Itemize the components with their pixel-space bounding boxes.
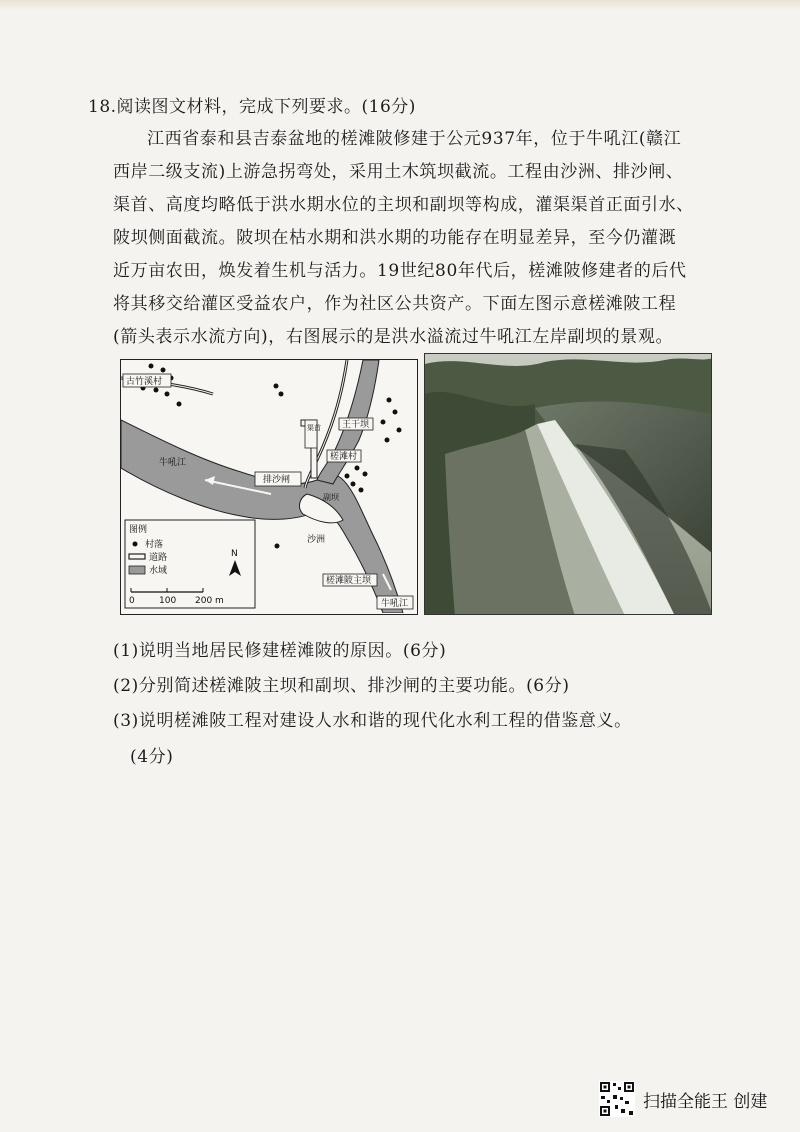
qushou-label: 渠首 <box>307 424 321 432</box>
chatancun-label: 槎滩村 <box>330 452 358 462</box>
passage-line: 西岸二级支流)上游急拐弯处，采用土木筑坝截流。工程由沙洲、排沙闸、 <box>113 162 684 182</box>
legend-title: 图例 <box>129 525 148 535</box>
question-title: 18.阅读图文材料，完成下列要求。(16分) <box>88 97 416 117</box>
passage-line: 陂坝侧面截流。陂坝在枯水期和洪水期的功能存在明显差异，至今仍灌溉 <box>113 228 677 248</box>
scanner-watermark <box>599 1081 767 1117</box>
qr-code-icon <box>599 1081 635 1117</box>
page-top-band <box>0 0 800 10</box>
passage-line: 渠首、高度均略低于洪水期水位的主坝和副坝等构成，灌渠渠首正面引水、 <box>113 195 694 215</box>
wangganba-label: 王干坝 <box>342 420 370 430</box>
scale-200: 200 m <box>195 596 224 606</box>
scale-0: 0 <box>129 596 135 606</box>
watermark-text: 扫描全能王 创建 <box>643 1091 768 1112</box>
legend-water-symbol <box>129 566 145 574</box>
legend-road: 道路 <box>149 553 168 563</box>
fuba-label: 副坝 <box>323 493 339 502</box>
passage-line: 将其移交给灌区受益农户，作为社区公共资产。下面左图示意槎滩陂工程 <box>113 294 677 314</box>
zhuba-label: 槎滩陂主坝 <box>326 576 372 586</box>
sub-question-2: (2)分别简述槎滩陂主坝和副坝、排沙闸的主要功能。(6分) <box>113 676 570 696</box>
scale-100: 100 <box>159 596 177 606</box>
legend-village-symbol <box>133 542 138 547</box>
legend-road-symbol <box>129 554 145 559</box>
river-left-label: 牛吼江 <box>159 458 187 468</box>
map-drawing <box>121 360 416 613</box>
chatanbei-map-figure <box>120 359 418 615</box>
village-guzhu-label: 古竹溪村 <box>126 377 163 387</box>
photo-drawing <box>425 354 712 615</box>
shazhou-label: 沙洲 <box>307 535 326 545</box>
passage-line: 江西省泰和县吉泰盆地的槎滩陂修建于公元937年，位于牛吼江(赣江 <box>147 129 682 149</box>
question-passage <box>113 123 713 354</box>
legend-village: 村落 <box>145 540 164 550</box>
passage-line: 近万亩农田，焕发着生机与活力。19世纪80年代后，槎滩陂修建者的后代 <box>113 261 687 281</box>
sub-question-1: (1)说明当地居民修建槎滩陂的原因。(6分) <box>113 641 447 661</box>
paishazha-label: 排沙闸 <box>263 475 291 485</box>
north-label: N <box>231 549 238 559</box>
sub-question-3-score: (4分) <box>130 747 174 767</box>
dam-overflow-photo <box>424 353 712 615</box>
river-bottom-label: 牛吼江 <box>381 599 409 609</box>
sub-question-3: (3)说明槎滩陂工程对建设人水和谐的现代化水利工程的借鉴意义。 <box>113 711 632 731</box>
passage-line: (箭头表示水流方向)，右图展示的是洪水溢流过牛吼江左岸副坝的景观。 <box>113 327 674 347</box>
legend-water: 水域 <box>149 566 168 576</box>
